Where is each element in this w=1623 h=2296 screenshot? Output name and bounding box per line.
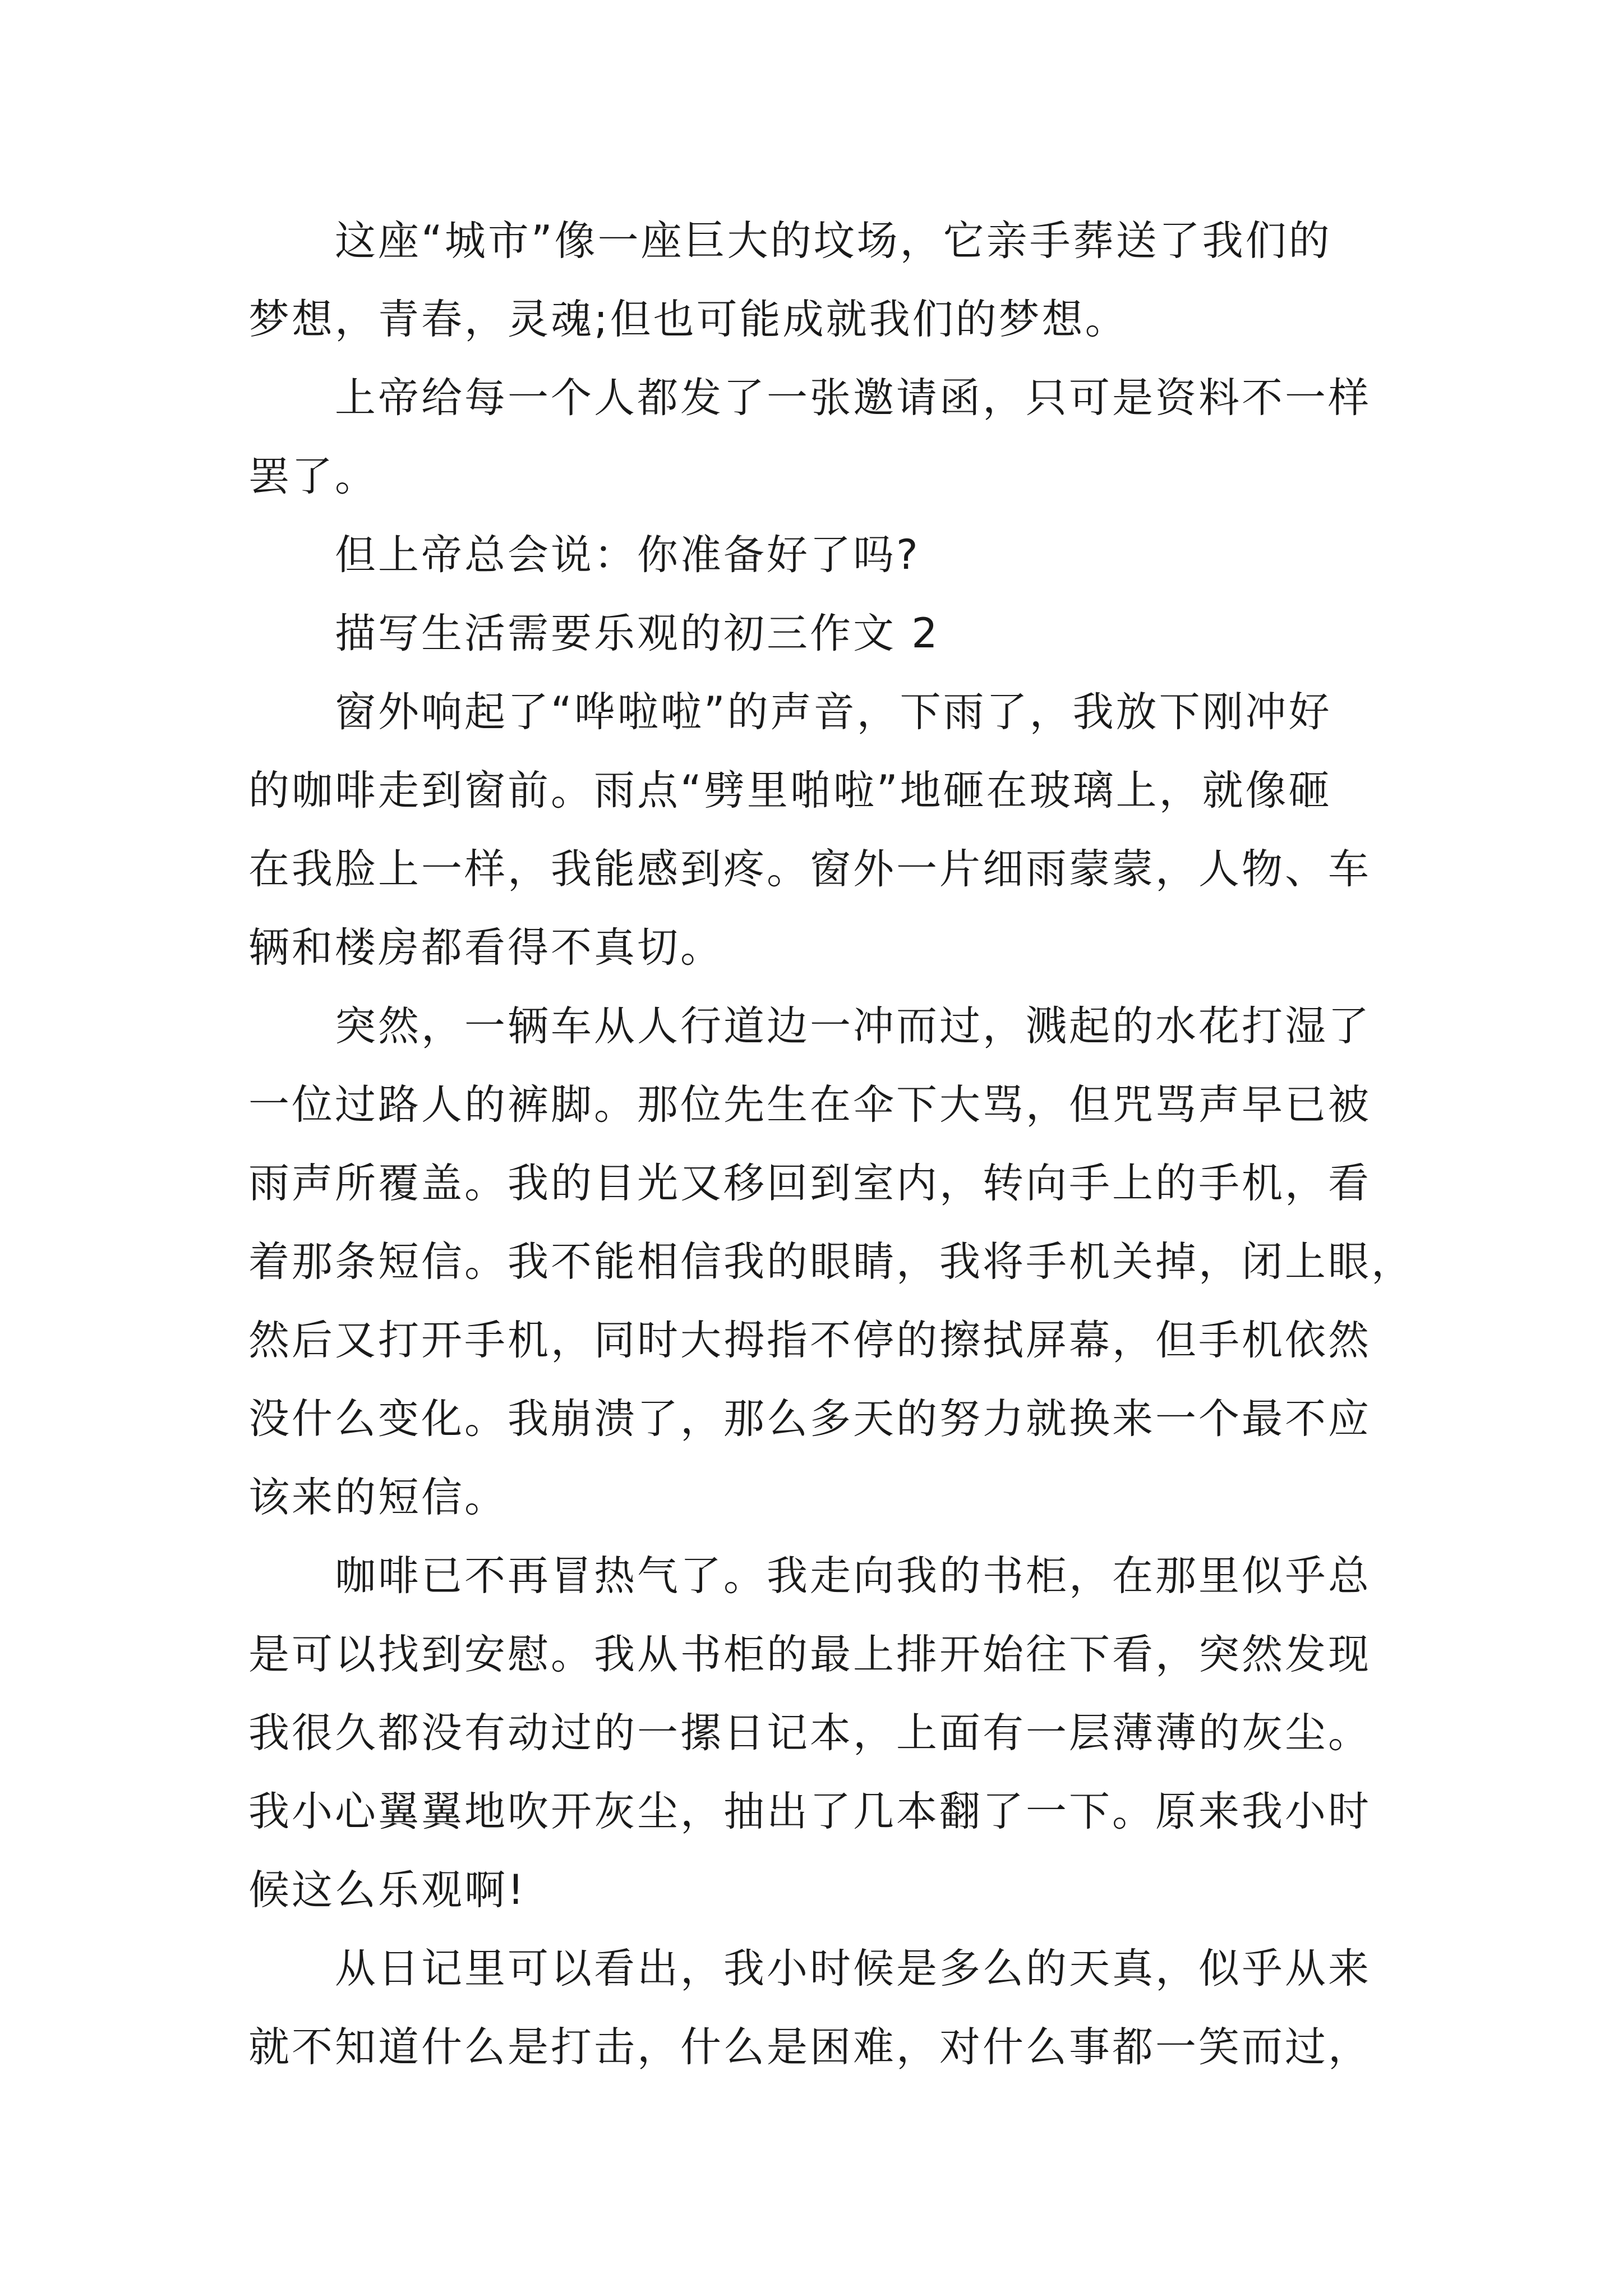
text-line: 没什么变化。我崩溃了，那么多天的努力就换来一个最不应 [248,1395,1371,1443]
text-line: 辆和楼房都看得不真切。 [248,924,723,972]
text-line: 罢了。 [248,453,378,500]
text-line: 一位过路人的裤脚。那位先生在伞下大骂，但咒骂声早已被 [248,1081,1371,1129]
text-line: 是可以找到安慰。我从书柜的最上排开始往下看，突然发现 [248,1631,1371,1678]
text-line: 咖啡已不再冒热气了。我走向我的书柜，在那里似乎总 [248,1552,1371,1600]
text-line: 窗外响起了“哗啦啦”的声音，下雨了，我放下刚冲好 [248,688,1332,736]
text-line: 这座“城市”像一座巨大的坟场，它亲手葬送了我们的 [248,217,1332,265]
text-line: 在我脸上一样，我能感到疼。窗外一片细雨蒙蒙，人物、车 [248,845,1371,893]
text-line: 但上帝总会说：你准备好了吗? [248,531,920,579]
text-line: 从日记里可以看出，我小时候是多么的天真，似乎从来 [248,1945,1371,1993]
text-line: 然后又打开手机，同时大拇指不停的擦拭屏幕，但手机依然 [248,1317,1371,1364]
text-line: 的咖啡走到窗前。雨点“劈里啪啦”地砸在玻璃上，就像砸 [248,767,1332,815]
text-line: 我很久都没有动过的一摞日记本，上面有一层薄薄的灰尘。 [248,1709,1371,1757]
text-line: 突然，一辆车从人行道边一冲而过，溅起的水花打湿了 [248,1002,1371,1050]
text-line: 雨声所覆盖。我的目光又移回到室内，转向手上的手机，看 [248,1159,1371,1207]
text-line: 候这么乐观啊! [248,1866,527,1914]
text-line: 该来的短信。 [248,1474,508,1521]
text-line: 着那条短信。我不能相信我的眼睛，我将手机关掉，闭上眼， [248,1238,1414,1286]
text-line: 上帝给每一个人都发了一张邀请函，只可是资料不一样 [248,374,1371,422]
section-heading: 描写生活需要乐观的初三作文 2 [248,610,940,657]
text-line: 就不知道什么是打击，什么是困难，对什么事都一笑而过， [248,2023,1371,2071]
text-line: 梦想，青春，灵魂;但也可能成就我们的梦想。 [248,296,1128,343]
text-line: 我小心翼翼地吹开灰尘，抽出了几本翻了一下。原来我小时 [248,1788,1371,1835]
